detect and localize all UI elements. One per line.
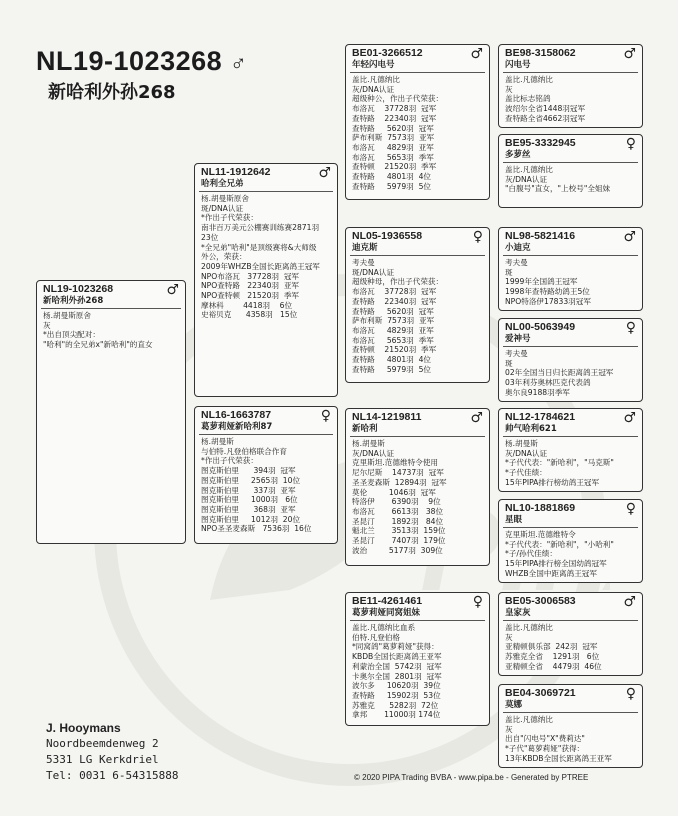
pigeon-name: 闪电号: [505, 60, 531, 70]
info-line: 查特路 15902羽 53位: [352, 690, 441, 700]
male-icon: ♂: [623, 46, 636, 62]
info-line: 克里斯坦.范德维特令使用: [352, 458, 438, 468]
pedigree-ring-number: NL19-1023268 ♂: [36, 46, 248, 76]
divider: [41, 308, 181, 309]
info-line: 苏雅克 5282羽 72位: [352, 700, 439, 710]
info-line: 苏雅克全省 1291羽 6位: [505, 652, 600, 662]
info-line: 南非百万美元公棚赛训练赛2871羽: [201, 223, 320, 233]
male-icon: ♂: [623, 229, 636, 245]
info-line: 盖比.凡德纳比: [505, 165, 553, 174]
info-line: 圣昆汀 1892羽 84位: [352, 516, 444, 526]
info-line: *子代代表："新哈利"，"小哈利": [505, 539, 614, 549]
pigeon-card-dam-sire: [345, 408, 490, 566]
breeder-name: J. Hooymans: [46, 721, 121, 735]
info-line: 03年利芬奥林匹克代表鸽: [505, 378, 591, 388]
info-line: 克里斯坦.范德维特令: [505, 530, 576, 539]
info-line: "白腹号"直女，"上校号"全姐妹: [505, 184, 611, 194]
pigeon-name: 哈利全兄弟: [201, 179, 244, 189]
divider: [350, 72, 485, 73]
pigeon-card-ggp-3: [498, 227, 643, 311]
info-line: 15年PIPA排行榜幼鸽王冠军: [505, 477, 600, 487]
male-icon: ♂: [623, 594, 636, 610]
female-icon: ♀: [472, 229, 483, 245]
info-line: 魁北兰 3513羽 159位: [352, 526, 446, 536]
info-line: 萨布利斯 7573羽 亚军: [352, 133, 435, 143]
divider: [199, 191, 333, 192]
info-line: 灰: [505, 724, 513, 734]
info-line: 灰: [43, 320, 51, 330]
info-line: 灰/DNA认证: [505, 448, 548, 458]
divider: [199, 434, 333, 435]
info-line: 斑: [505, 358, 513, 368]
pigeon-name: 葛萝莉娅同窝姐妹: [352, 608, 421, 618]
ring-number: NL19-1023268: [43, 283, 114, 295]
info-line: 布洛瓦 37728羽 冠军: [352, 104, 437, 114]
info-line: 考夫曼: [505, 349, 528, 358]
info-line: 23位: [201, 232, 219, 242]
info-line: 伯特.凡登伯格: [352, 632, 400, 642]
pigeon-name: 帅气哈利621: [505, 424, 557, 434]
info-line: 盖比.凡德纳比: [505, 715, 553, 724]
divider: [503, 436, 638, 437]
info-line: 灰/DNA认证: [352, 84, 395, 94]
info-line: 灰: [505, 632, 513, 642]
info-line: 卡奥尔全国 2801羽 冠军: [352, 671, 442, 681]
ring-number: BE04-3069721: [505, 687, 576, 699]
info-line: NPO布洛瓦 37728羽 冠军: [201, 271, 300, 281]
info-line: "哈利"的全兄弟x"新哈利"的直女: [43, 340, 153, 350]
info-line: 布洛瓦 5653羽 季军: [352, 152, 434, 162]
divider: [350, 436, 485, 437]
info-line: 查特顿 21520羽 季军: [352, 345, 437, 355]
pigeon-name: 皇家灰: [505, 608, 531, 618]
pigeon-card-ggp-7: [498, 592, 643, 676]
male-icon: ♂: [166, 282, 179, 298]
pigeon-card-ggp-6: [498, 499, 643, 583]
info-line: 2009年WHZB全国长距离鸽王冠军: [201, 261, 320, 271]
info-line: 斑: [505, 267, 513, 277]
pigeon-name: 莫娜: [505, 700, 523, 710]
ring-number: BE05-3006583: [505, 595, 576, 607]
ring-number: BE98-3158062: [505, 47, 576, 59]
info-line: *作出子代荣获：: [201, 456, 258, 466]
pigeon-name: 迪克斯: [352, 243, 378, 253]
info-line: 盖比.凡德纳比: [505, 75, 553, 84]
info-line: 萨布利斯 7573羽 亚军: [352, 316, 435, 326]
info-line: WHZB全国中距离鸽王冠军: [505, 568, 597, 578]
female-icon: ♀: [625, 136, 636, 152]
info-line: 斑/DNA认证: [201, 203, 244, 213]
info-line: 盖比.凡德纳比: [352, 75, 400, 84]
info-line: 查特路 4801羽 4位: [352, 172, 432, 182]
info-line: NPO查特顿 21520羽 季军: [201, 291, 300, 301]
male-icon: ♂: [470, 46, 483, 62]
male-icon: ♂: [470, 410, 483, 426]
info-line: *子/孙代佳绩：: [505, 549, 557, 559]
info-line: 查特路 5620羽 冠军: [352, 306, 434, 316]
pigeon-name: 新哈利: [352, 424, 378, 434]
info-line: *出自顶尖配对：: [43, 330, 100, 340]
divider: [350, 255, 485, 256]
info-line: *子代佳绩：: [505, 468, 547, 478]
ring-number: NL98-5821416: [505, 230, 576, 242]
breeder-city: 5331 LG Kerkdriel: [46, 753, 159, 766]
female-icon: ♀: [320, 408, 331, 424]
pedigree-title: 新哈利外孙268: [48, 82, 176, 103]
ring-number: BE01-3266512: [352, 47, 423, 59]
pigeon-name: 葛萝莉娅新哈利87: [201, 422, 273, 432]
info-line: 1999年全国鸽王冠军: [505, 277, 578, 287]
info-line: 盖比标志铭鸽: [505, 94, 551, 104]
info-line: 15年PIPA排行榜全国幼鸽冠军: [505, 559, 607, 569]
female-icon: ♀: [625, 320, 636, 336]
info-line: 图克斯伯里 1000羽 6位: [201, 495, 298, 505]
ring-number: BE95-3332945: [505, 137, 576, 149]
info-line: 查特路 5979羽 5位: [352, 181, 432, 191]
info-line: 灰/DNA认证: [352, 448, 395, 458]
info-line: 波尔多 10620羽 39位: [352, 681, 441, 691]
info-line: 图克斯伯里 394羽 冠军: [201, 466, 296, 476]
info-line: 图克斯伯里 368羽 亚军: [201, 504, 296, 514]
info-line: 杨.胡曼斯原舍: [43, 311, 91, 320]
info-line: 特洛伊 6390羽 9位: [352, 497, 441, 507]
info-line: 杨.胡曼斯: [201, 437, 234, 446]
info-line: NPO特洛伊17833羽冠军: [505, 296, 591, 306]
ring-number: NL10-1881869: [505, 502, 576, 514]
info-line: 亚精顿全省 4479羽 46位: [505, 661, 602, 671]
ring-number: NL16-1663787: [201, 409, 272, 421]
ring-number: NL05-1936558: [352, 230, 423, 242]
info-line: *作出子代荣获：: [201, 213, 258, 223]
divider: [503, 162, 638, 163]
info-line: 杨.胡曼斯原舍: [201, 194, 249, 203]
info-line: 杨.胡曼斯: [505, 439, 538, 448]
pigeon-name: 年轻闪电号: [352, 60, 395, 70]
info-line: 考夫曼: [352, 258, 375, 267]
info-line: *子代"葛萝莉娅"获得：: [505, 744, 585, 754]
breeder-street: Noordbeemdenweg 2: [46, 737, 159, 750]
info-line: 布洛瓦 6613羽 38位: [352, 506, 444, 516]
info-line: KBDB全国长距离鸽王亚军: [352, 652, 442, 662]
divider: [350, 620, 485, 621]
pigeon-card-ggp-8: [498, 684, 643, 768]
info-line: 02年全国当日归长距离鸽王冠军: [505, 368, 614, 378]
info-line: 斑/DNA认证: [352, 267, 395, 277]
ring-number: NL11-1912642: [201, 166, 271, 178]
pigeon-name: 新哈利外孙268: [43, 296, 104, 306]
info-line: 布洛瓦 4829羽 亚军: [352, 325, 434, 335]
info-line: 奥尔良9188羽季军: [505, 387, 570, 397]
breeder-info: [46, 720, 178, 784]
info-line: *同窝鸽"葛萝莉娅"获得：: [352, 642, 439, 652]
pigeon-card-sire-dam: [345, 227, 490, 383]
female-icon: ♀: [625, 501, 636, 517]
info-line: 与伯特.凡登伯格联合作育: [201, 446, 287, 456]
footer-copyright: © 2020 PIPA Trading BVBA - www.pipa.be - Generated by PTREE: [354, 773, 589, 782]
info-line: 灰: [505, 84, 513, 94]
breeder-tel: Tel: 0031 6-54315888: [46, 769, 179, 782]
info-line: 出自"闪电号"X"费莉达": [505, 734, 585, 744]
info-line: 圣昆汀 7407羽 179位: [352, 536, 446, 546]
info-line: NPO查特路 22340羽 亚军: [201, 281, 300, 291]
info-line: 查特顿 21520羽 季军: [352, 162, 437, 172]
info-line: 查特路 5979羽 5位: [352, 364, 432, 374]
info-line: 13年KBDB全国长距离鸽王亚军: [505, 753, 612, 763]
divider: [503, 346, 638, 347]
female-icon: ♀: [625, 686, 636, 702]
info-line: 圣圣麦森斯 12894羽 冠军: [352, 477, 447, 487]
info-line: 查特路全省4662羽冠军: [505, 113, 586, 123]
info-line: 图克斯伯里 2565羽 10位: [201, 475, 301, 485]
pigeon-card-ggp-1: [498, 44, 643, 128]
divider: [503, 712, 638, 713]
divider: [503, 72, 638, 73]
info-line: 布洛瓦 4829羽 亚军: [352, 142, 434, 152]
info-line: 史裕贝克 4358羽 15位: [201, 310, 298, 320]
info-line: *全兄弟"哈利"是顶级赛将&大师级: [201, 242, 317, 252]
male-icon: ♂: [230, 50, 248, 75]
info-line: 超级种公，作出子代荣获：: [352, 94, 444, 104]
info-line: 查特路 4801羽 4位: [352, 355, 432, 365]
info-line: 1998年查特路幼鸽王5位: [505, 287, 590, 297]
info-line: 摩林科 4418羽 6位: [201, 300, 293, 310]
divider: [503, 620, 638, 621]
pigeon-card-sire-sire: [345, 44, 490, 200]
info-line: *子代代表："新哈利"，"马克斯": [505, 458, 614, 468]
info-line: 考夫曼: [505, 258, 528, 267]
info-line: 莫伦 1046羽 冠军: [352, 487, 436, 497]
pigeon-card-sire: [194, 163, 338, 397]
info-line: 图克斯伯里 337羽 亚军: [201, 485, 296, 495]
info-line: 查特路 5620羽 冠军: [352, 123, 434, 133]
info-line: 尼尔尼斯 14737羽 冠军: [352, 468, 444, 478]
info-line: 布洛瓦 37728羽 冠军: [352, 287, 437, 297]
pigeon-name: 爱神号: [505, 334, 531, 344]
info-line: 图克斯伯里 1012羽 20位: [201, 514, 301, 524]
ring-number: NL00-5063949: [505, 321, 576, 333]
info-line: 亚精顿俱乐部 242羽 冠军: [505, 642, 598, 652]
info-line: 波绍尔全省1448羽冠军: [505, 104, 586, 114]
info-line: 盖比.凡德纳比: [505, 623, 553, 632]
info-line: 超级种母，作出子代荣获：: [352, 277, 444, 287]
info-line: 利蒙治全国 5742羽 冠军: [352, 661, 442, 671]
pigeon-card-ggp-5: [498, 408, 643, 492]
ring-number: NL14-1219811: [352, 411, 422, 423]
info-line: 拿邦 11000羽 174位: [352, 710, 441, 720]
male-icon: ♂: [318, 165, 331, 181]
info-line: 查特路 22340羽 冠军: [352, 296, 437, 306]
pigeon-card-dam-dam: [345, 592, 490, 726]
male-icon: ♂: [623, 410, 636, 426]
pigeon-card-ggp-4: [498, 318, 643, 402]
ring-number: NL12-1784621: [505, 411, 576, 423]
pigeon-card-subject: [36, 280, 186, 544]
info-line: 杨.胡曼斯: [352, 439, 385, 448]
female-icon: ♀: [472, 594, 483, 610]
pigeon-name: 小迪克: [505, 243, 531, 253]
info-line: 查特路 22340羽 冠军: [352, 113, 437, 123]
pigeon-card-ggp-2: [498, 134, 643, 208]
divider: [503, 527, 638, 528]
ring-number: BE11-4261461: [352, 595, 423, 607]
info-line: 布洛瓦 5653羽 季军: [352, 335, 434, 345]
info-line: 外公，荣获：: [201, 252, 247, 262]
info-line: 盖比.凡德纳比血系: [352, 623, 416, 632]
info-line: 灰/DNA认证: [505, 174, 548, 184]
divider: [503, 255, 638, 256]
info-line: NPO圣圣麦森斯 7536羽 16位: [201, 524, 312, 534]
info-line: 波治 5177羽 309位: [352, 545, 443, 555]
pigeon-name: 星眼: [505, 515, 523, 525]
pigeon-name: 多萝丝: [505, 150, 531, 160]
pigeon-card-dam: [194, 406, 338, 544]
